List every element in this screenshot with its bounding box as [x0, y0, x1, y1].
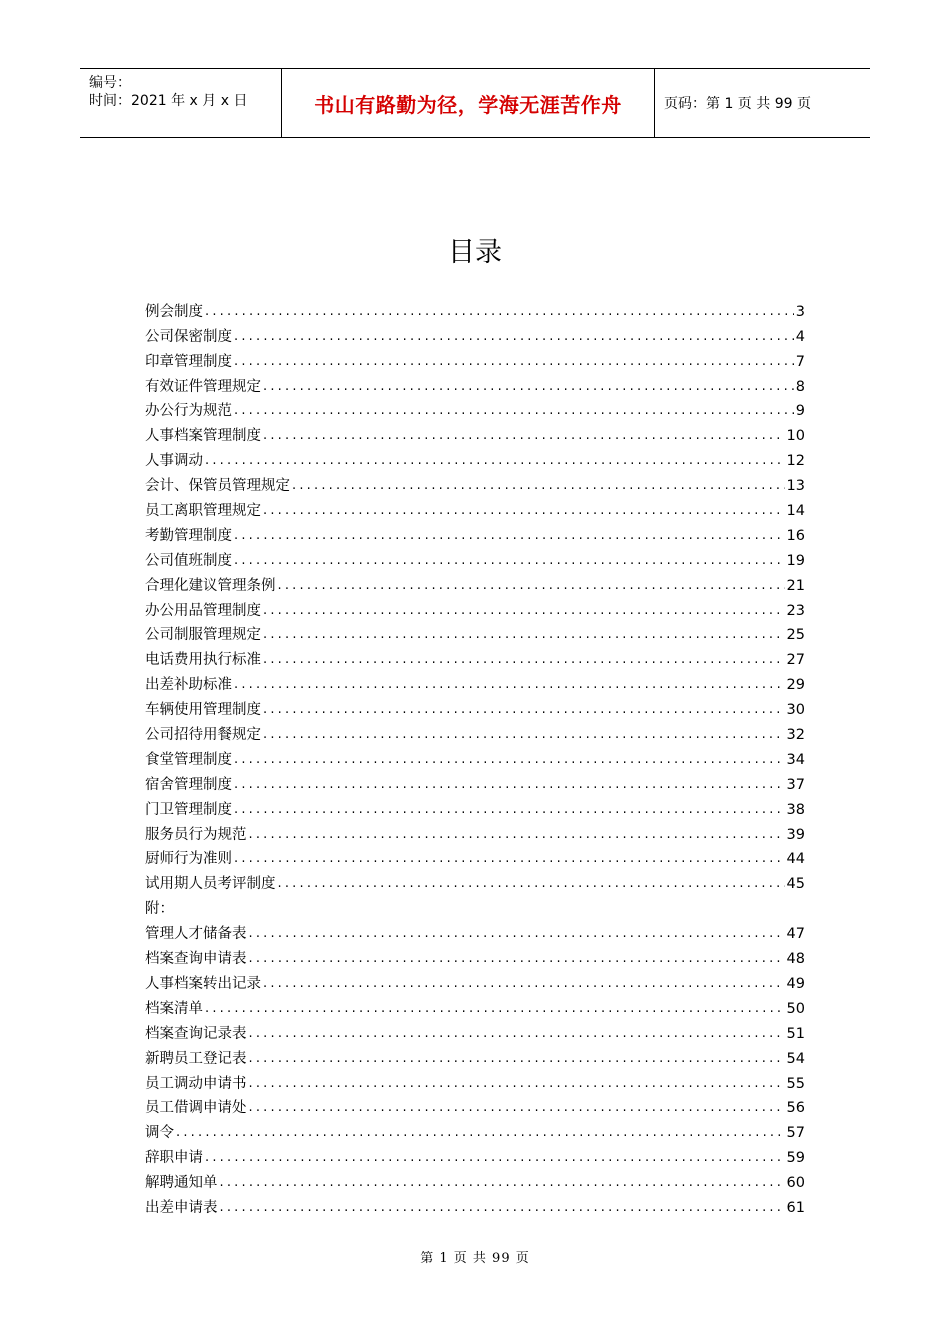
toc-entry-page: 19: [786, 552, 805, 569]
toc-entry-page: 59: [786, 1150, 805, 1167]
toc-entry[interactable]: [145, 421, 805, 446]
toc-leader-dots: [261, 625, 785, 645]
toc-entry-page: 13: [786, 478, 805, 495]
toc-entry[interactable]: [145, 670, 805, 695]
toc-entry-page: 47: [786, 926, 805, 943]
toc-leader-dots: [247, 1024, 785, 1044]
toc-entry[interactable]: [145, 645, 805, 670]
toc-leader-dots: [261, 700, 785, 720]
toc-leader-dots: [290, 476, 785, 496]
toc-leader-dots: [261, 650, 785, 670]
toc-entry-label: 公司制服管理规定: [145, 627, 261, 644]
toc-entry[interactable]: [145, 322, 805, 347]
toc-leader-dots: [247, 825, 785, 845]
toc-leader-dots: [232, 551, 785, 571]
toc-entry-label: 车辆使用管理制度: [145, 702, 261, 719]
toc-entry[interactable]: [145, 372, 805, 397]
toc-entry[interactable]: [145, 496, 805, 521]
toc-entry-label: 试用期人员考评制度: [145, 876, 276, 893]
toc-entry[interactable]: [145, 944, 805, 969]
toc-entry-page: 14: [786, 503, 805, 520]
toc-entry[interactable]: [145, 1044, 805, 1069]
toc-leader-dots: [232, 800, 785, 820]
toc-entry-page: 4: [795, 328, 805, 345]
toc-entry-page: 8: [795, 378, 805, 395]
toc-entry-label: 会计、保管员管理规定: [145, 478, 290, 495]
toc-entry-label: 宿舍管理制度: [145, 776, 232, 793]
toc-leader-dots: [232, 327, 794, 347]
toc-leader-dots: [203, 302, 794, 322]
toc-entry-label: 公司值班制度: [145, 552, 232, 569]
toc-entry-page: 25: [786, 627, 805, 644]
toc-entry-page: 56: [786, 1100, 805, 1117]
toc-entry-label: 公司招待用餐规定: [145, 727, 261, 744]
toc-leader-dots: [174, 1123, 785, 1143]
toc-entry[interactable]: [145, 571, 805, 596]
toc-entry-page: 51: [786, 1025, 805, 1042]
toc-entry-label: 档案查询记录表: [145, 1025, 247, 1042]
toc-entry[interactable]: [145, 297, 805, 322]
toc-entry[interactable]: [145, 1094, 805, 1119]
number-label: 编号：: [89, 75, 131, 91]
toc-leader-dots: [247, 1098, 785, 1118]
toc-entry-page: 50: [786, 1000, 805, 1017]
toc-entry[interactable]: [145, 894, 805, 919]
toc-entry-label: 办公行为规范: [145, 403, 232, 420]
toc-entry[interactable]: [145, 820, 805, 845]
toc-leader-dots: [247, 949, 785, 969]
toc-entry-page: 3: [795, 303, 805, 320]
toc-entry-label: 员工离职管理规定: [145, 503, 261, 520]
toc-entry-page: 48: [786, 951, 805, 968]
toc-leader-dots: [247, 1049, 785, 1069]
page-header: [80, 68, 870, 138]
toc-entry[interactable]: [145, 745, 805, 770]
toc-entry-page: 34: [786, 751, 805, 768]
toc-entry-label: 档案查询申请表: [145, 951, 247, 968]
toc-entry-page: 38: [786, 801, 805, 818]
toc-entry-page: 29: [786, 677, 805, 694]
toc-entry-page: 37: [786, 776, 805, 793]
toc-entry-label: 有效证件管理规定: [145, 378, 261, 395]
page-footer: 第 1 页 共 99 页: [420, 1251, 530, 1266]
toc-leader-dots: [276, 576, 785, 596]
toc-entry-label: 新聘员工登记表: [145, 1050, 247, 1067]
toc-entry-label: 员工调动申请书: [145, 1075, 247, 1092]
toc-entry-label: 人事调动: [145, 453, 203, 470]
toc-entry-label: 解聘通知单: [145, 1175, 218, 1192]
toc-leader-dots: [232, 352, 794, 372]
toc-entry[interactable]: [145, 1193, 805, 1218]
toc-entry-label: 办公用品管理制度: [145, 602, 261, 619]
toc-entry-label: 例会制度: [145, 303, 203, 320]
toc-entry-label: 辞职申请: [145, 1150, 203, 1167]
toc-entry[interactable]: [145, 397, 805, 422]
toc-entry-label: 出差补助标准: [145, 677, 232, 694]
toc-entry-label: 员工借调申请处: [145, 1100, 247, 1117]
toc-entry-page: 7: [795, 353, 805, 370]
page-title: 目录: [448, 237, 502, 268]
toc-entry[interactable]: [145, 994, 805, 1019]
toc-leader-dots: [261, 377, 794, 397]
toc-entry-page: 21: [786, 577, 805, 594]
toc-entry-page: 60: [786, 1175, 805, 1192]
toc-entry-page: 23: [786, 602, 805, 619]
header-motto-cell: [282, 69, 655, 137]
toc-entry[interactable]: [145, 919, 805, 944]
table-of-contents: [145, 297, 805, 1218]
toc-entry-label: 档案清单: [145, 1000, 203, 1017]
toc-entry[interactable]: [145, 695, 805, 720]
toc-entry-label: 考勤管理制度: [145, 527, 232, 544]
motto-text: 书山有路勤为径，学海无涯苦作舟: [314, 92, 622, 117]
toc-leader-dots: [276, 874, 785, 894]
toc-entry[interactable]: [145, 546, 805, 571]
toc-entry[interactable]: [145, 1143, 805, 1168]
toc-leader-dots: [218, 1173, 785, 1193]
toc-entry-label: 公司保密制度: [145, 328, 232, 345]
toc-entry[interactable]: [145, 1118, 805, 1143]
toc-leader-dots: [203, 1148, 785, 1168]
toc-entry-label: 出差申请表: [145, 1199, 218, 1216]
toc-entry[interactable]: [145, 1069, 805, 1094]
toc-leader-dots: [261, 974, 785, 994]
toc-entry-label: 合理化建议管理条例: [145, 577, 276, 594]
toc-leader-dots: [261, 426, 785, 446]
header-meta-cell: [80, 69, 282, 137]
toc-leader-dots: [261, 725, 785, 745]
toc-entry[interactable]: [145, 1168, 805, 1193]
time-label: 时间：2021 年 x 月 x 日: [89, 93, 248, 109]
toc-leader-dots: [232, 775, 785, 795]
toc-entry-page: 27: [786, 652, 805, 669]
toc-entry-page: 9: [795, 403, 805, 420]
toc-leader-dots: [218, 1198, 785, 1218]
toc-entry-label: 人事档案管理制度: [145, 428, 261, 445]
toc-entry-page: 44: [786, 851, 805, 868]
toc-leader-dots: [247, 924, 785, 944]
toc-leader-dots: [232, 675, 785, 695]
toc-leader-dots: [203, 451, 785, 471]
header-page-cell: [655, 69, 870, 137]
toc-leader-dots: [232, 401, 794, 421]
toc-entry[interactable]: [145, 471, 805, 496]
toc-entry[interactable]: [145, 869, 805, 894]
toc-entry-label: 调令: [145, 1125, 174, 1142]
toc-entry-page: 10: [786, 428, 805, 445]
toc-entry[interactable]: [145, 1019, 805, 1044]
toc-entry-label: 门卫管理制度: [145, 801, 232, 818]
toc-entry-page: 55: [786, 1075, 805, 1092]
toc-entry-page: 61: [786, 1199, 805, 1216]
toc-entry[interactable]: [145, 347, 805, 372]
page-info: 页码：第 1 页 共 99 页: [664, 96, 811, 112]
toc-leader-dots: [261, 601, 785, 621]
toc-entry-label: 食堂管理制度: [145, 751, 232, 768]
toc-leader-dots: [232, 526, 785, 546]
toc-leader-dots: [247, 1074, 785, 1094]
toc-leader-dots: [261, 501, 785, 521]
toc-entry-page: 30: [786, 702, 805, 719]
toc-entry-label: 管理人才储备表: [145, 926, 247, 943]
toc-leader-dots: [232, 750, 785, 770]
toc-entry-page: 54: [786, 1050, 805, 1067]
toc-entry-label: 附：: [145, 901, 174, 918]
toc-entry-label: 印章管理制度: [145, 353, 232, 370]
toc-entry-page: 45: [786, 876, 805, 893]
toc-entry-page: 39: [786, 826, 805, 843]
toc-entry-label: 电话费用执行标准: [145, 652, 261, 669]
toc-entry[interactable]: [145, 795, 805, 820]
toc-leader-dots: [203, 999, 785, 1019]
toc-entry-page: 49: [786, 975, 805, 992]
toc-entry[interactable]: [145, 720, 805, 745]
toc-entry-label: 人事档案转出记录: [145, 975, 261, 992]
toc-entry-page: 57: [786, 1125, 805, 1142]
toc-entry-page: 12: [786, 453, 805, 470]
toc-entry-label: 服务员行为规范: [145, 826, 247, 843]
toc-entry-page: 32: [786, 727, 805, 744]
toc-leader-dots: [232, 849, 785, 869]
toc-entry[interactable]: [145, 521, 805, 546]
toc-entry[interactable]: [145, 596, 805, 621]
toc-entry[interactable]: [145, 621, 805, 646]
toc-entry[interactable]: [145, 770, 805, 795]
toc-entry[interactable]: [145, 845, 805, 870]
toc-entry-page: 16: [786, 527, 805, 544]
toc-entry-label: 厨师行为准则: [145, 851, 232, 868]
toc-entry[interactable]: [145, 969, 805, 994]
toc-entry[interactable]: [145, 446, 805, 471]
